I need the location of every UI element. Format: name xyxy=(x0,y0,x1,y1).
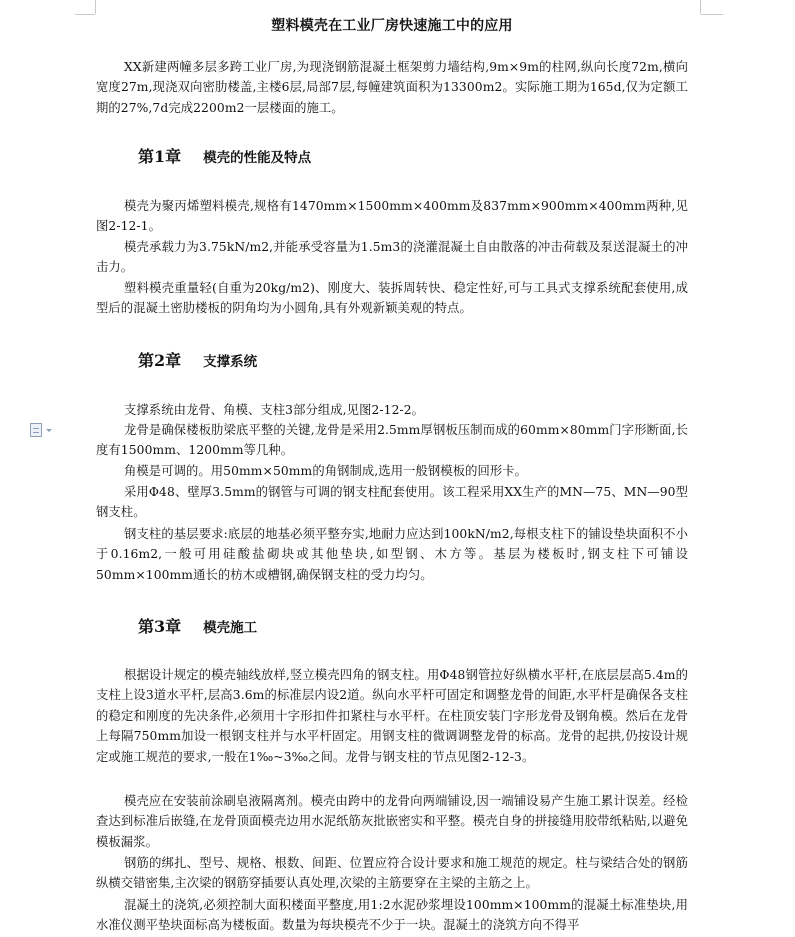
paragraph: 塑料模壳重量轻(自重为20kg/m2)、刚度大、装拆周转快、稳定性好,可与工具式支撑系统配套使用,成型后的混凝土密肋楼板的阴角均为小圆角,具有外观新颖美观的特点。 xyxy=(96,281,688,316)
chapter-1-heading xyxy=(138,146,311,169)
paragraph: 模壳为聚丙烯塑料模壳,规格有1470mm×1500mm×400mm及837mm×900mm×400mm两种,见图2-12-1。 xyxy=(96,199,688,234)
paragraph: 模壳应在安装前涂刷皂液隔离剂。模壳由跨中的龙骨向两端铺设,因一端铺设易产生施工累计误差。经检查达到标准后嵌缝,在龙骨顶面模壳边用水泥纸筋灰批嵌密实和平整。模壳自身的拼接缝用胶带纸粘贴,以避免模板漏浆。 xyxy=(96,794,688,849)
paragraph: 采用Φ48、壁厚3.5mm的钢管与可调的钢支柱配套使用。该工程采用XX生产的MN—75、MN—90型钢支柱。 xyxy=(96,485,688,520)
chapter-2-heading xyxy=(138,350,257,373)
document-title: 塑料模壳在工业厂房快速施工中的应用 xyxy=(271,18,513,34)
paragraph: 支撑系统由龙骨、角模、支柱3部分组成,见图2-12-2。 xyxy=(124,403,425,417)
paragraph: 混凝土的浇筑,必须控制大面积楼面平整度,用1:2水泥砂浆埋设100mm×100mm的混凝土标准垫块,用水准仪测平垫块面标高为楼板面。数量为每块模壳不少于一块。混凝土的浇筑方向不得平 xyxy=(96,898,688,933)
chapter-number: 第2章 xyxy=(138,351,182,370)
chapter-title: 模壳的性能及特点 xyxy=(203,150,312,166)
intro-paragraph: XX新建两幢多层多跨工业厂房,为现浇钢筋混凝土框架剪力墙结构,9m×9m的柱网,纵向长度72m,横向宽度27m,现浇双向密肋楼盖,主楼6层,局部7层,每幢建筑面积为13300m2。实际施工期为165d,仅为定额工期的27%,7d完成2200m2一层楼面的施工。 xyxy=(96,60,688,115)
document-icon[interactable] xyxy=(30,423,42,437)
chapter-number: 第1章 xyxy=(138,147,182,166)
crop-mark-icon xyxy=(95,0,96,14)
chapter-title: 模壳施工 xyxy=(203,620,258,636)
chapter-number: 第3章 xyxy=(138,617,182,636)
paragraph: 角模是可调的。用50mm×50mm的角钢制成,选用一般钢模板的回形卡。 xyxy=(124,464,528,478)
paragraph: 钢筋的绑扎、型号、规格、根数、间距、位置应符合设计要求和施工规范的规定。柱与梁结合处的钢筋纵横交错密集,主次梁的钢筋穿插要认真处理,次梁的主筋要穿在主梁的主筋之上。 xyxy=(96,856,688,891)
crop-mark-icon xyxy=(75,14,95,15)
paragraph: 根据设计规定的模壳轴线放样,竖立模壳四角的钢支柱。用Φ48钢管拉好纵横水平杆,在底层层高5.4m的支柱上设3道水平杆,层高3.6m的标准层内设2道。纵向水平杆可固定和调整龙骨的间距,水平杆是确保各支柱的稳定和刚度的先决条件,必须用十字形扣件扣紧柱与水平杆。在柱顶安装门字形龙骨及钢角模。然后在龙骨上每隔750mm加设一根钢支柱并与水平杆固定。用钢支柱的微调调整龙骨的标高。龙骨的起拱,仍按设计规定或施工规范的要求,一般在1‰~3‰之间。龙骨与钢支柱的节点见图2-12-3。 xyxy=(96,668,688,764)
chevron-down-icon[interactable] xyxy=(46,429,52,432)
chapter-3-heading xyxy=(138,616,257,639)
crop-mark-icon xyxy=(701,14,723,15)
chapter-title: 支撑系统 xyxy=(203,354,258,370)
paragraph: 钢支柱的基层要求:底层的地基必须平整夯实,地耐力应达到100kN/m2,每根支柱下的铺设垫块面积不小于0.16m2,一般可用硅酸盐砌块或其他垫块,如型钢、木方等。基层为楼板时,钢支柱下可铺设50mm×100mm通长的枋木或槽钢,确保钢支柱的受力均匀。 xyxy=(96,527,688,582)
paragraph: 龙骨是确保楼板肋梁底平整的关键,龙骨是采用2.5mm厚钢板压制而成的60mm×80mm门字形断面,长度有1500mm、1200mm等几种。 xyxy=(96,423,688,458)
paragraph: 模壳承载力为3.75kN/m2,并能承受容量为1.5m3的浇灌混凝土自由散落的冲击荷载及泵送混凝土的冲击力。 xyxy=(96,240,688,275)
crop-mark-icon xyxy=(700,0,701,14)
